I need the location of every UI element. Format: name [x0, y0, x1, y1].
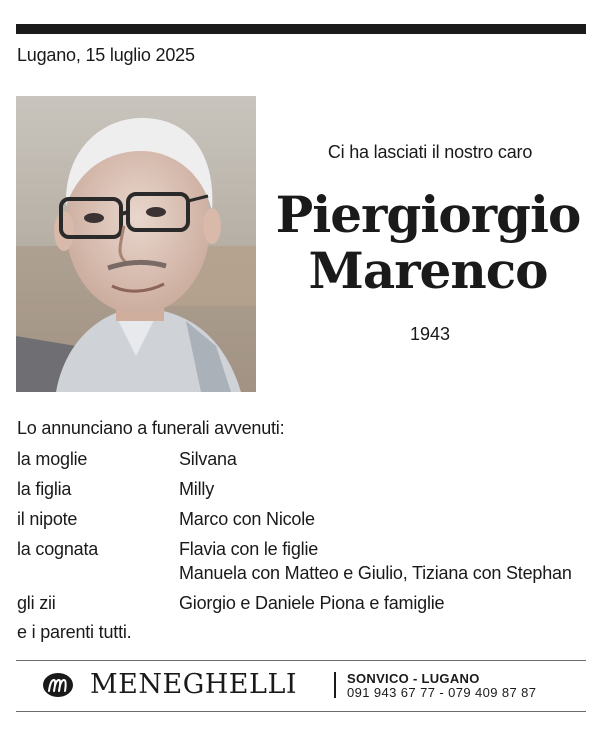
relation-label: la cognata — [17, 539, 99, 559]
relative-names: Manuela con Matteo e Giulio, Tiziana con Stephan — [179, 563, 572, 583]
meneghelli-m-logo-icon — [42, 672, 74, 698]
relative-names: Marco con Nicole — [179, 509, 315, 529]
footer-bottom-rule — [16, 711, 586, 712]
funeral-home-location: SONVICO - LUGANO — [347, 671, 480, 686]
top-rule — [16, 24, 586, 34]
relation-label: la moglie — [17, 449, 88, 469]
funeral-home-phones: 091 943 67 77 - 079 409 87 87 — [347, 685, 537, 700]
relation-label: gli zii — [17, 593, 56, 613]
relation-label: la figlia — [17, 479, 72, 499]
footer-divider — [334, 672, 336, 698]
relative-names: Giorgio e Daniele Piona e famiglie — [179, 593, 445, 613]
birth-year: 1943 — [409, 324, 451, 344]
deceased-last-name: Marenco — [308, 241, 548, 300]
portrait-photo — [16, 96, 256, 392]
closing-text: e i parenti tutti. — [17, 622, 132, 642]
deceased-first-name: Piergiorgio — [275, 185, 581, 244]
dateline: Lugano, 15 luglio 2025 — [17, 45, 195, 65]
relative-names: Silvana — [179, 449, 237, 469]
announcement-text: Lo annunciano a funerali avvenuti: — [17, 418, 285, 438]
funeral-home-brand: MENEGHELLI — [90, 669, 298, 700]
relative-names: Flavia con le figlie — [179, 539, 319, 559]
relation-label: il nipote — [17, 509, 78, 529]
footer-top-rule — [16, 660, 586, 661]
relative-names: Milly — [179, 479, 214, 499]
intro-text: Ci ha lasciati il nostro caro — [327, 142, 533, 162]
